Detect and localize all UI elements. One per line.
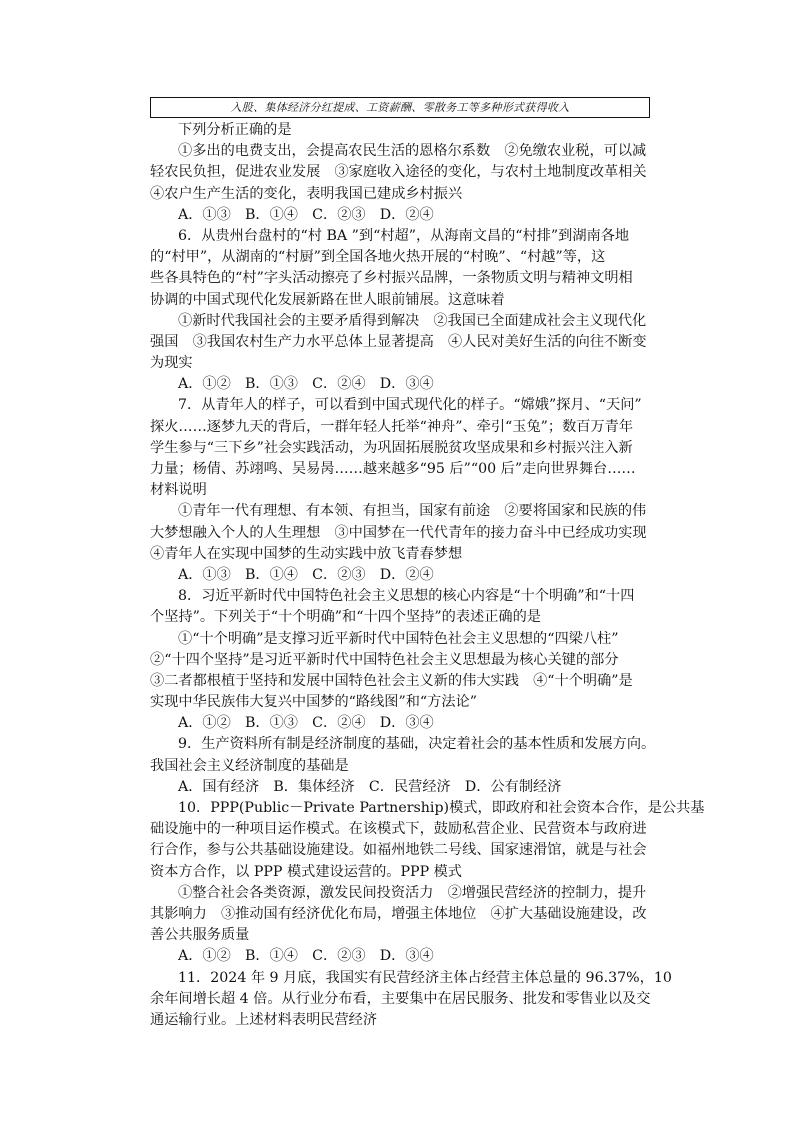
text-line: 9．生产资料所有制是经济制度的基础，决定着社会的基本性质和发展方向。 [178, 736, 656, 753]
text-line: ①“十个明确”是支撑习近平新时代中国特色社会主义思想的“四梁八柱” [178, 630, 619, 647]
text-line: 我国社会主义经济制度的基础是 [150, 757, 349, 774]
text-line: ④农户生产生活的变化，表明我国已建成乡村振兴 [150, 185, 463, 202]
text-line: 6．从贵州台盘村的“村 BA ”到“村超”，从海南文昌的“村排”到湖南各地 [178, 227, 630, 244]
text-line: 材料说明 [150, 482, 207, 499]
text-line: 探火……逐梦九天的背后，一群年轻人托举“神舟”、牵引“玉兔”；数百万青年 [150, 418, 634, 435]
text-line: ④青年人在实现中国梦的生动实践中放飞青春梦想 [150, 545, 463, 562]
page-content [150, 97, 705, 1031]
text-line: A．国有经济 B．集体经济 C．民营经济 D．公有制经济 [178, 778, 562, 795]
text-line: ①整合社会各类资源，激发民间投资活力 ②增强民营经济的控制力，提升 [178, 884, 647, 901]
text-line: 余年间增长超 4 倍。从行业分布看，主要集中在居民服务、批发和零售业以及交 [150, 990, 651, 1007]
text-line: 其影响力 ③推动国有经济优化布局，增强主体地位 ④扩大基础设施建设，改 [150, 905, 647, 922]
text-line: 下列分析正确的是 [178, 122, 292, 138]
text-line: 11．2024 年 9 月底，我国实有民营经济主体占经营主体总量的 96.37%，10 [178, 969, 672, 986]
text-line: A．①③ B．①④ C．②③ D．②④ [178, 566, 434, 583]
text-line: 协调的中国式现代化发展新路在世人眼前铺展。这意味着 [150, 291, 505, 308]
text-line: ①新时代我国社会的主要矛盾得到解决 ②我国已全面建成社会主义现代化 [178, 312, 647, 329]
text-line: 8．习近平新时代中国特色社会主义思想的核心内容是“十个明确”和“十四 [178, 588, 635, 605]
text-line: A．①② B．①③ C．②④ D．③④ [178, 715, 434, 732]
header-box: 入股、集体经济分红提成、工资薪酬、零散务工等多种形式获得收入 [150, 97, 650, 118]
text-line: 力量；杨倩、苏翊鸣、吴易昺……越来越多“95 后”“00 后”走向世界舞台…… [150, 461, 636, 477]
text-line: A．①③ B．①④ C．②③ D．②④ [178, 206, 434, 223]
text-line: 些各具特色的“村”字头活动擦亮了乡村振兴品牌，一条物质文明与精神文明相 [150, 270, 633, 287]
text-line: 轻农民负担，促进农业发展 ③家庭收入途径的变化，与农村土地制度改革相关 [150, 164, 647, 181]
text-line: ①青年一代有理想、有本领、有担当，国家有前途 ②要将国家和民族的伟 [178, 503, 647, 520]
text-line: 7．从青年人的样子，可以看到中国式现代化的样子。“嫦娥”探月、“天问” [178, 397, 642, 414]
text-line: 通运输行业。上述材料表明民营经济 [150, 1011, 378, 1028]
text-line: 的“村甲”，从湖南的“村厨”到全国各地火热开展的“村晚”、“村越”等，这 [150, 249, 606, 266]
text-line: A．①② B．①③ C．②④ D．③④ [178, 376, 434, 393]
text-line: 实现中华民族伟大复兴中国梦的“路线图”和“方法论” [150, 694, 477, 711]
text-line: 10．PPP(Public－Private Partnership)模式，即政府和社会资本合作，是公共基 [178, 800, 705, 816]
text-line: 个坚持”。下列关于“十个明确”和“十四个坚持”的表述正确的是 [150, 609, 541, 626]
question-text [150, 120, 705, 1031]
text-line: 础设施中的一种项目运作模式。在该模式下，鼓励私营企业、民营资本与政府进 [150, 821, 647, 838]
text-line: 善公共服务质量 [150, 927, 250, 944]
text-line: A．①② B．①④ C．②③ D．③④ [178, 948, 434, 965]
text-line: ③二者都根植于坚持和发展中国特色社会主义新的伟大实践 ④“十个明确”是 [150, 672, 633, 689]
text-line: 为现实 [150, 355, 193, 372]
text-line: ②“十四个坚持”是习近平新时代中国特色社会主义思想最为核心关键的部分 [150, 651, 619, 668]
text-line: 行合作，参与公共基础设施建设。如福州地铁二号线、国家速滑馆，就是与社会 [150, 842, 647, 859]
text-line: 强国 ③我国农村生产力水平总体上显著提高 ④人民对美好生活的向往不断变 [150, 333, 647, 350]
text-line: 大梦想融入个人的人生理想 ③中国梦在一代代青年的接力奋斗中已经成功实现 [150, 524, 647, 541]
text-line: 学生参与“三下乡”社会实践活动，为巩固拓展脱贫攻坚成果和乡村振兴注入新 [150, 439, 633, 456]
text-line: ①多出的电费支出，会提高农民生活的恩格尔系数 ②免缴农业税，可以减 [178, 143, 647, 160]
text-line: 资本方合作，以 PPP 模式建设运营的。PPP 模式 [150, 863, 462, 880]
